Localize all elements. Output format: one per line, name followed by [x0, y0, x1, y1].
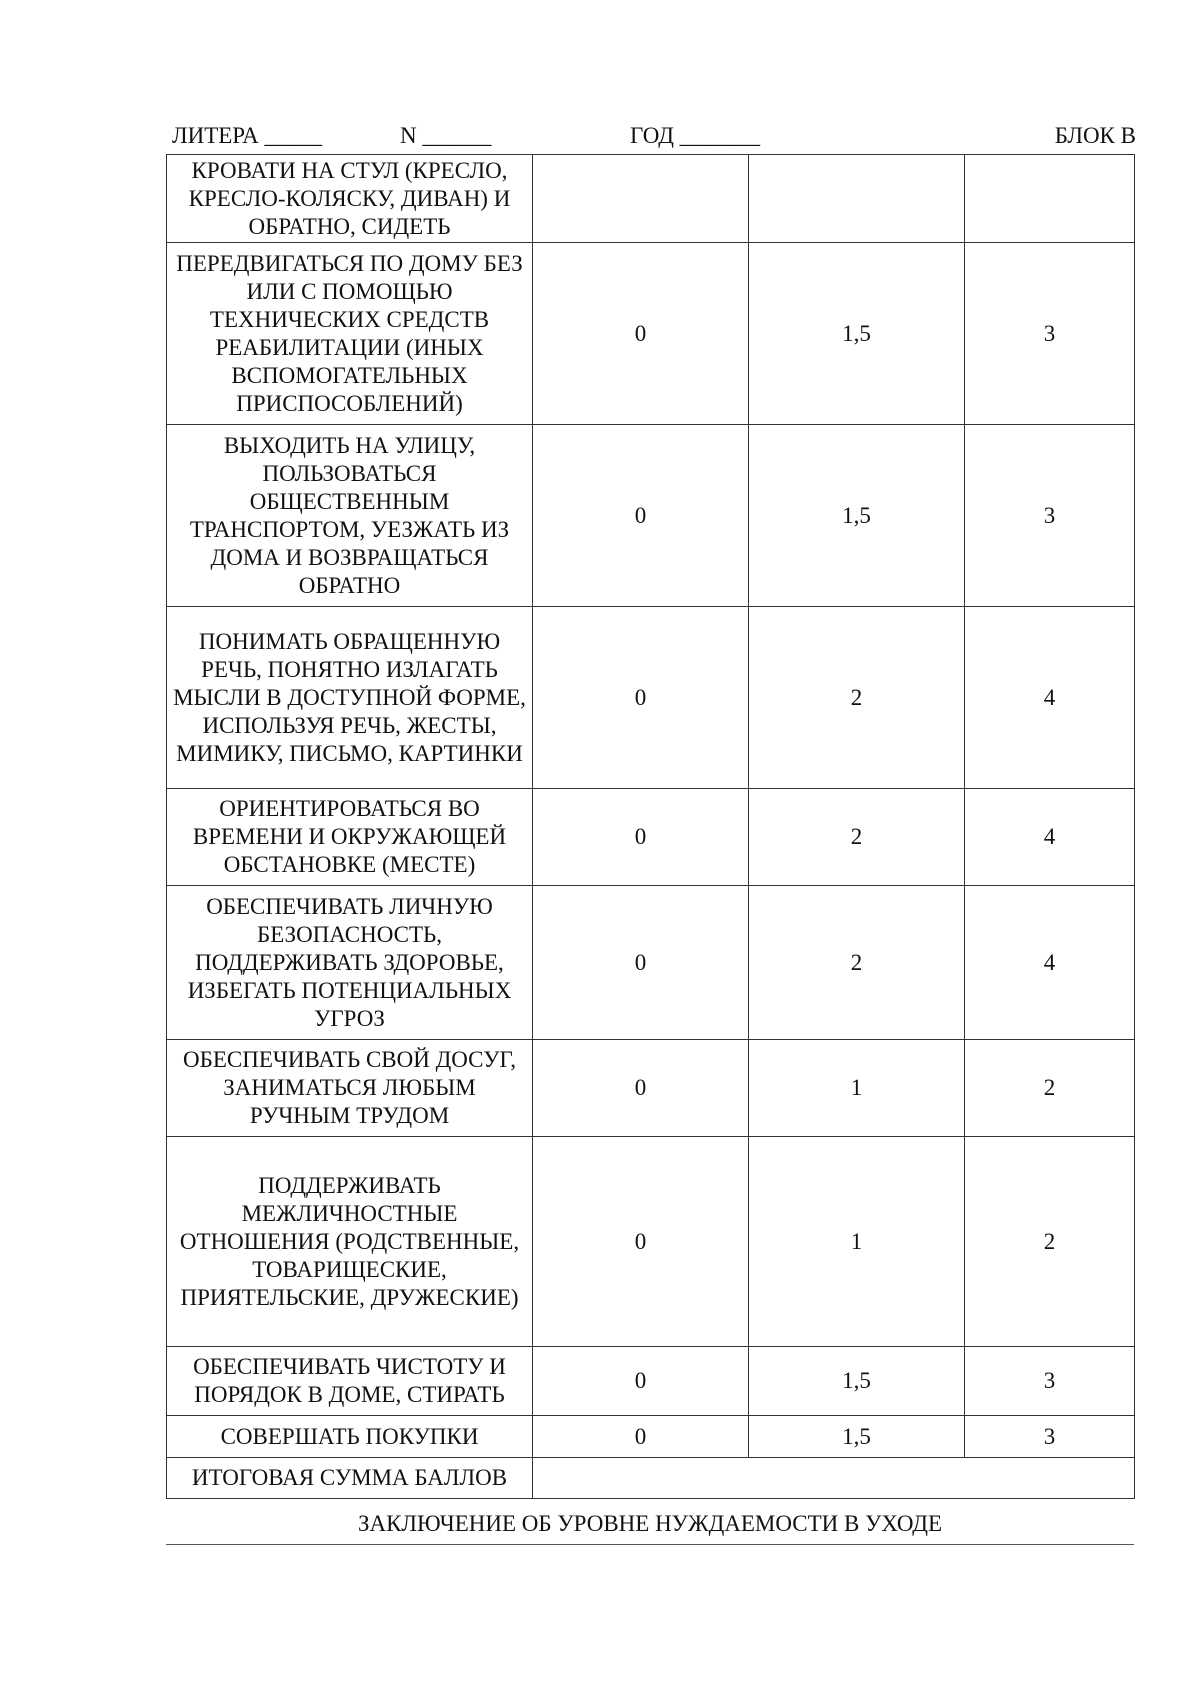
score-cell: 1 [749, 1137, 965, 1347]
activity-cell: ВЫХОДИТЬ НА УЛИЦУ, ПОЛЬЗОВАТЬСЯ ОБЩЕСТВЕННЫМ ТРАНСПОРТОМ, УЕЗЖАТЬ ИЗ ДОМА И ВОЗВРАЩАТЬСЯ ОБРАТНО [167, 425, 533, 607]
table-row [167, 886, 1135, 1040]
score-cell: 4 [965, 886, 1135, 1040]
activity-cell: ОБЕСПЕЧИВАТЬ ЛИЧНУЮ БЕЗОПАСНОСТЬ, ПОДДЕРЖИВАТЬ ЗДОРОВЬЕ, ИЗБЕГАТЬ ПОТЕНЦИАЛЬНЫХ УГРОЗ [167, 886, 533, 1040]
table-row [167, 155, 1135, 243]
table-row [167, 243, 1135, 425]
score-cell [965, 155, 1135, 243]
activity-cell: ПОДДЕРЖИВАТЬ МЕЖЛИЧНОСТНЫЕ ОТНОШЕНИЯ (РОДСТВЕННЫЕ, ТОВАРИЩЕСКИЕ, ПРИЯТЕЛЬСКИЕ, ДРУЖЕСКИЕ) [167, 1137, 533, 1347]
score-cell: 3 [965, 425, 1135, 607]
score-cell [533, 155, 749, 243]
table-row [167, 1347, 1135, 1416]
activity-cell: ПОНИМАТЬ ОБРАЩЕННУЮ РЕЧЬ, ПОНЯТНО ИЗЛАГАТЬ МЫСЛИ В ДОСТУПНОЙ ФОРМЕ, ИСПОЛЬЗУЯ РЕЧЬ, ЖЕСТЫ, МИМИКУ, ПИСЬМО, КАРТИНКИ [167, 607, 533, 789]
score-cell: 1 [749, 1040, 965, 1137]
score-cell: 0 [533, 789, 749, 886]
activity-cell: КРОВАТИ НА СТУЛ (КРЕСЛО, КРЕСЛО-КОЛЯСКУ, ДИВАН) И ОБРАТНО, СИДЕТЬ [167, 155, 533, 243]
score-cell: 0 [533, 886, 749, 1040]
score-cell: 2 [965, 1137, 1135, 1347]
year-field: ГОД _______ [630, 123, 761, 148]
litera-field: ЛИТЕРА _____ [172, 123, 323, 148]
score-cell: 1,5 [749, 243, 965, 425]
score-cell: 0 [533, 1137, 749, 1347]
score-cell: 2 [749, 886, 965, 1040]
score-cell: 0 [533, 243, 749, 425]
total-label: ИТОГОВАЯ СУММА БАЛЛОВ [167, 1458, 533, 1499]
score-cell: 1,5 [749, 1416, 965, 1458]
table-row [167, 607, 1135, 789]
total-score-cell [533, 1458, 1135, 1499]
activity-cell: СОВЕРШАТЬ ПОКУПКИ [167, 1416, 533, 1458]
score-cell: 0 [533, 1416, 749, 1458]
activity-cell: ОБЕСПЕЧИВАТЬ ЧИСТОТУ И ПОРЯДОК В ДОМЕ, СТИРАТЬ [167, 1347, 533, 1416]
score-cell: 2 [749, 607, 965, 789]
conclusion-line: ЗАКЛЮЧЕНИЕ ОБ УРОВНЕ НУЖДАЕМОСТИ В УХОДЕ [166, 1510, 1134, 1545]
score-cell: 4 [965, 789, 1135, 886]
score-cell: 1,5 [749, 1347, 965, 1416]
form-header [172, 122, 1136, 152]
score-cell: 0 [533, 1347, 749, 1416]
table-row [167, 1137, 1135, 1347]
activity-cell: ПЕРЕДВИГАТЬСЯ ПО ДОМУ БЕЗ ИЛИ С ПОМОЩЬЮ ТЕХНИЧЕСКИХ СРЕДСТВ РЕАБИЛИТАЦИИ (ИНЫХ ВСПОМОГАТЕЛЬНЫХ ПРИСПОСОБЛЕНИЙ) [167, 243, 533, 425]
activity-cell: ОРИЕНТИРОВАТЬСЯ ВО ВРЕМЕНИ И ОКРУЖАЮЩЕЙ ОБСТАНОВКЕ (МЕСТЕ) [167, 789, 533, 886]
table-row [167, 425, 1135, 607]
table-row [167, 1040, 1135, 1137]
score-cell: 0 [533, 607, 749, 789]
activity-cell: ОБЕСПЕЧИВАТЬ СВОЙ ДОСУГ, ЗАНИМАТЬСЯ ЛЮБЫМ РУЧНЫМ ТРУДОМ [167, 1040, 533, 1137]
table-row [167, 789, 1135, 886]
score-cell [749, 155, 965, 243]
block-label: БЛОК В [1054, 123, 1136, 148]
score-cell: 2 [965, 1040, 1135, 1137]
score-cell: 0 [533, 425, 749, 607]
score-cell: 0 [533, 1040, 749, 1137]
score-cell: 3 [965, 243, 1135, 425]
assessment-table [166, 154, 1135, 1499]
table-row [167, 1416, 1135, 1458]
total-row [167, 1458, 1135, 1499]
score-cell: 1,5 [749, 425, 965, 607]
score-cell: 4 [965, 607, 1135, 789]
number-field: N ______ [400, 123, 492, 148]
score-cell: 2 [749, 789, 965, 886]
score-cell: 3 [965, 1347, 1135, 1416]
score-cell: 3 [965, 1416, 1135, 1458]
